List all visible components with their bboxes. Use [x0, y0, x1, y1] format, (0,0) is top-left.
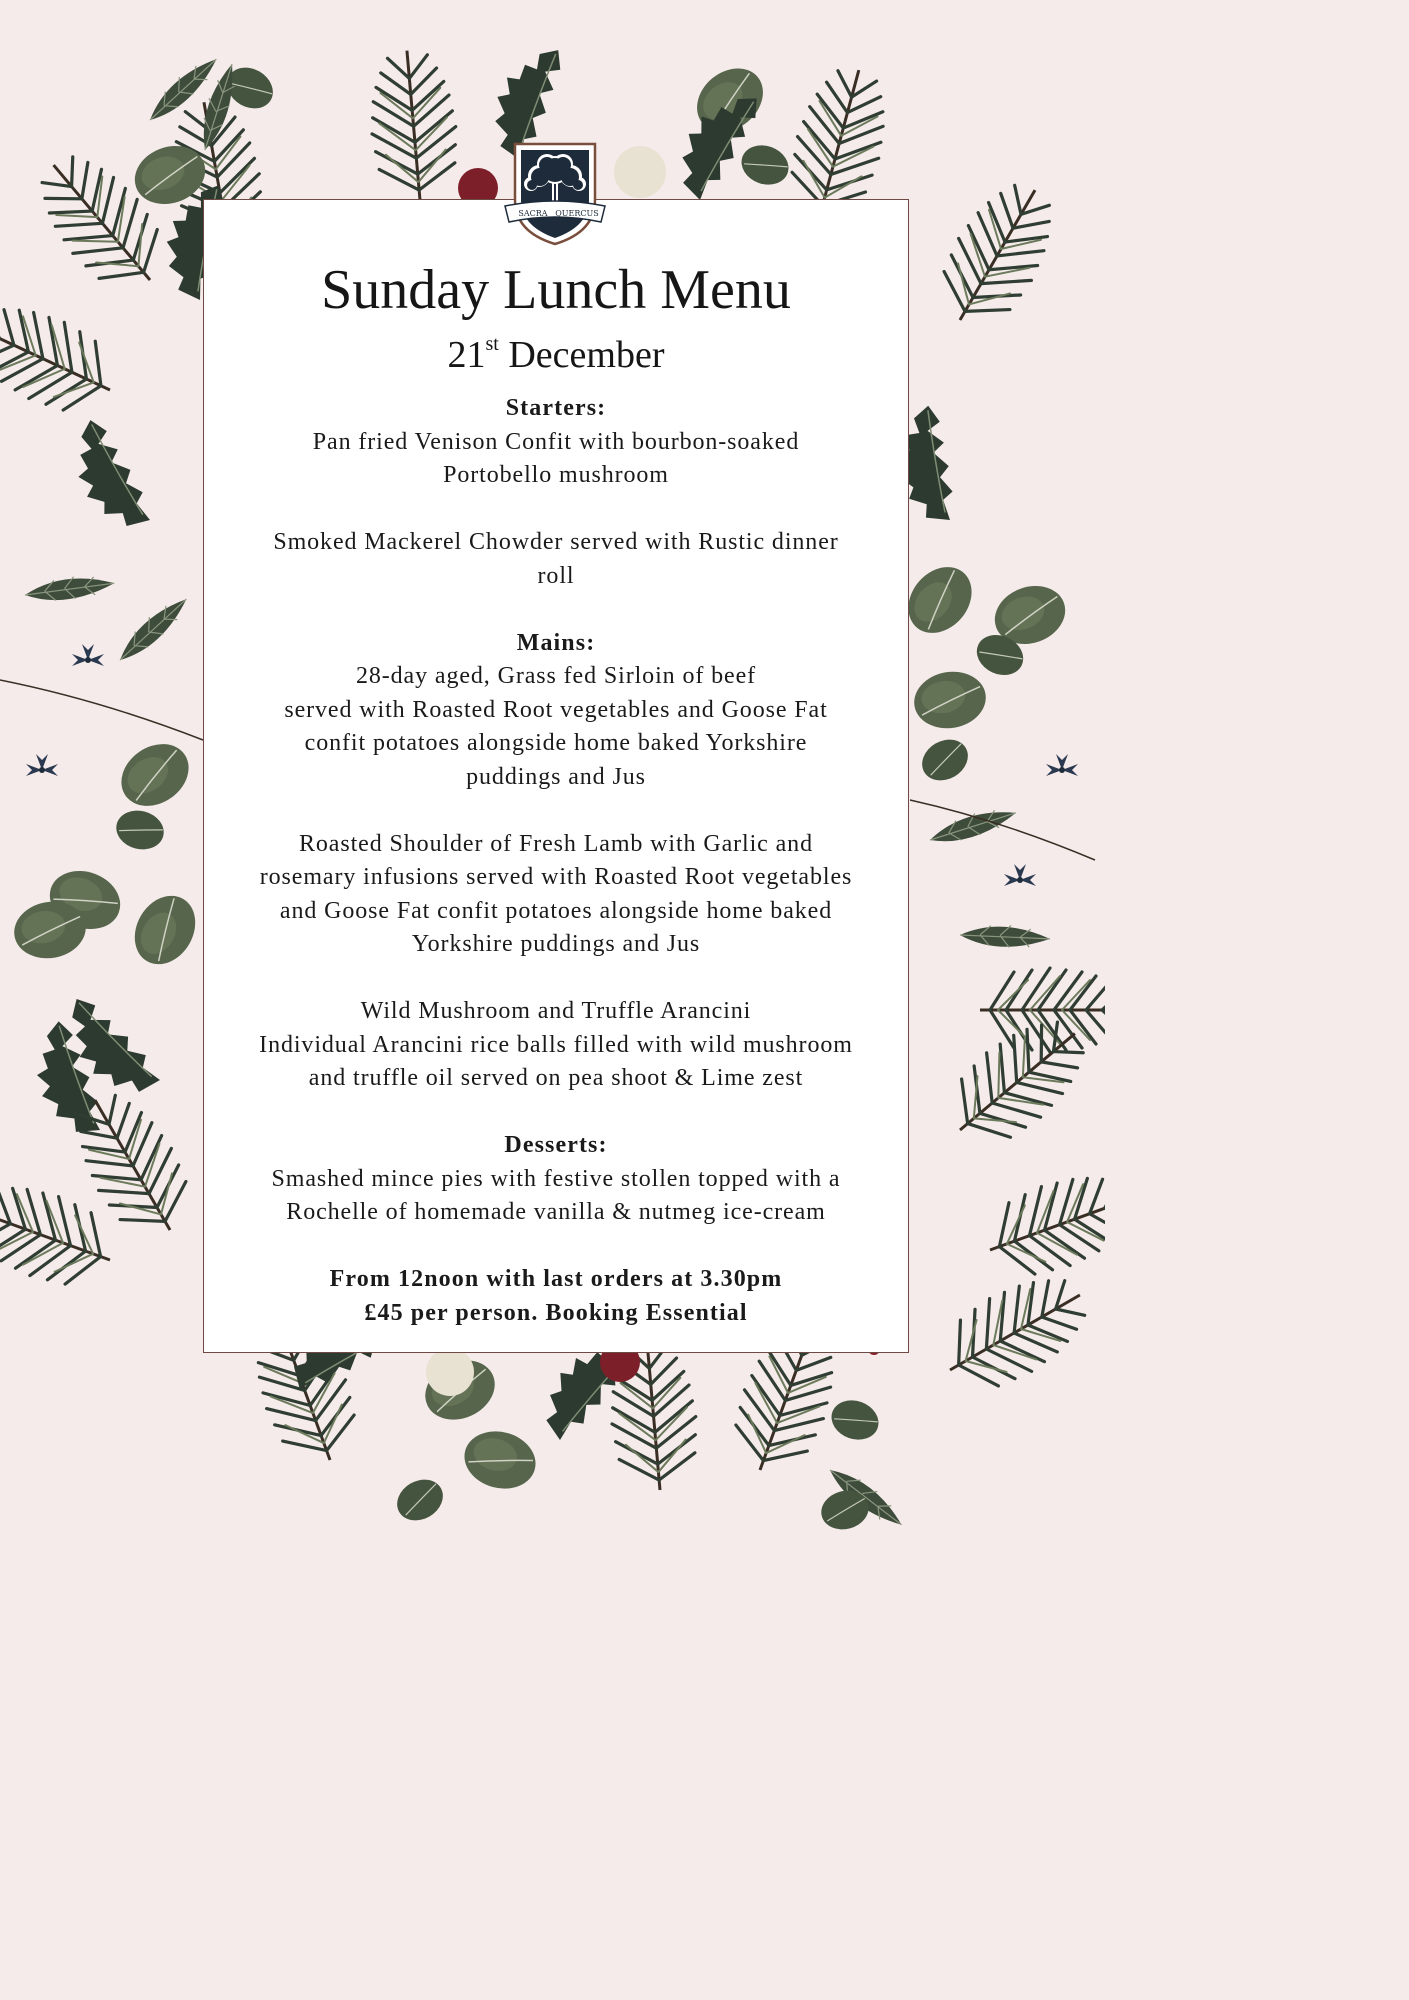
starter-1-line-2: Portobello mushroom	[443, 462, 669, 488]
menu-body	[204, 392, 908, 1330]
dessert-1-line-2: Rochelle of homemade vanilla & nutmeg ice-cream	[286, 1199, 826, 1225]
starter-2-line-1: Smoked Mackerel Chowder served with Rustic dinner	[273, 529, 839, 555]
menu-title: Sunday Lunch Menu	[321, 259, 791, 321]
main-1-line-2: served with Roasted Root vegetables and Goose Fat	[284, 696, 828, 723]
oak-crest-icon	[501, 140, 609, 248]
main-2-line-3: and Goose Fat confit potatoes alongside home baked	[279, 897, 833, 924]
main-2-line-2: rosemary infusions served with Roasted Root vegetables	[259, 864, 853, 890]
date-day: 21	[447, 334, 486, 376]
main-2-line-1: Roasted Shoulder of Fresh Lamb with Garlic and	[299, 830, 813, 857]
main-1-line-3: confit potatoes alongside home baked Yorkshire	[304, 730, 808, 756]
starter-1-line-1: Pan fried Venison Confit with bourbon-soaked	[312, 428, 800, 455]
menu-date	[204, 333, 908, 376]
menu-card	[203, 199, 909, 1353]
footer-price: £45 per person. Booking Essential	[364, 1299, 748, 1326]
starter-2-line-2: roll	[537, 562, 575, 589]
mains-heading: Mains:	[516, 629, 596, 656]
footer-hours: From 12noon with last orders at 3.30pm	[329, 1266, 783, 1292]
date-suffix: st	[485, 333, 499, 355]
starters-heading: Starters:	[505, 395, 607, 421]
date-month: December	[508, 334, 665, 376]
crest-motto-left: SACRA	[518, 209, 548, 218]
main-1-line-4: puddings and Jus	[466, 763, 646, 790]
desserts-heading: Desserts:	[504, 1132, 608, 1158]
main-2-line-4: Yorkshire puddings and Jus	[411, 931, 701, 957]
main-3-line-3: and truffle oil served on pea shoot & Lime zest	[308, 1065, 804, 1091]
dessert-1-line-1: Smashed mince pies with festive stollen topped with a	[271, 1165, 841, 1192]
main-1-line-1: 28-day aged, Grass fed Sirloin of beef	[355, 663, 757, 689]
crest-motto-right: QUERCUS	[555, 209, 599, 218]
main-3-line-1: Wild Mushroom and Truffle Arancini	[360, 998, 752, 1024]
main-3-line-2: Individual Arancini rice balls filled with wild mushroom	[259, 1031, 853, 1058]
